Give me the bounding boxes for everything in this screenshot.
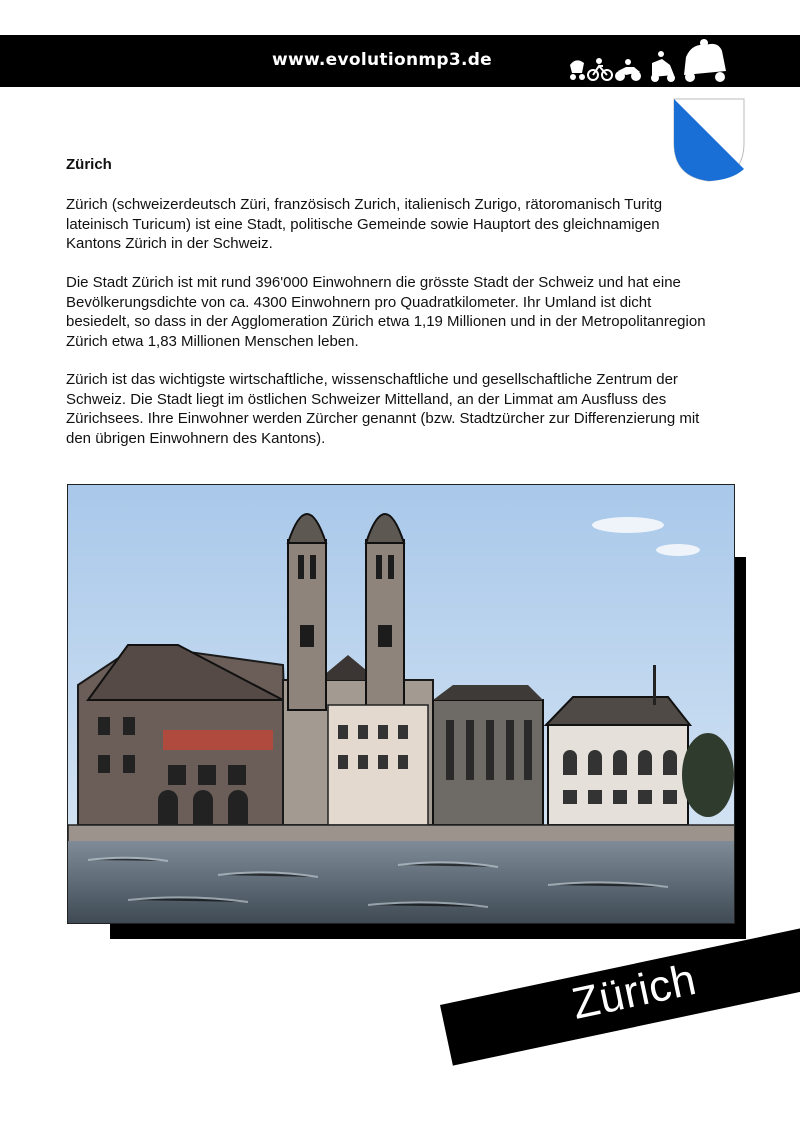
paragraph-economy [66,370,756,448]
zurich-grossmunster-photo [67,484,735,924]
zurich-coat-of-arms-icon [672,97,746,183]
page-title: Zürich [66,156,112,173]
text-line: Kantons Zürich in der Schweiz. [66,235,273,252]
stroller-icon [570,60,585,80]
header-bar [0,35,800,87]
text-line: Zürichsees. Ihre Einwohner werden Zürcher genannt (bzw. Stadtzürcher zur Differenzierung mit [66,410,700,427]
vehicle-icons [566,37,736,85]
scooter-icon [651,51,675,82]
motorbike-icon [615,59,641,81]
site-url[interactable]: www.evolutionmp3.de [272,50,493,70]
text-line: Die Stadt Zürich ist mit rund 396'000 Einwohnern die grösste Stadt der Schweiz und hat eine [66,274,681,291]
paragraph-population [66,273,756,351]
bicycle-icon [588,59,612,80]
text-line: lateinisch Turicum) ist eine Stadt, politische Gemeinde sowie Hauptort des gleichnamigen [66,215,660,233]
text-line: besiedelt, so dass in der Agglomeration Zürich etwa 1,19 Millionen und in der Metropolitanregion [66,313,706,330]
text-line: Bevölkerungsdichte von ca. 4300 Einwohnern pro Quadratkilometer. Ihr Umland ist dicht [66,293,652,311]
text-line: Zürich (schweizerdeutsch Züri, französisch Zurich, italienisch Zurigo, rätoromanisch Turitg [66,196,663,213]
text-line: den übrigen Einwohnern des Kantons). [66,429,326,447]
paragraph-intro [66,195,756,254]
title-banner [440,918,800,1066]
text-line: Zürich etwa 1,83 Millionen Menschen leben. [66,332,359,350]
text-line: Schweiz. Die Stadt liegt im östlichen Schweizer Mittelland, an der Limmat am Ausfluss des [66,390,667,408]
car-icon [684,39,726,82]
text-line: Zürich ist das wichtigste wirtschaftliche, wissenschaftliche und gesellschaftliche Zentrum der [66,371,678,388]
banner-label: Zürich [567,954,701,1029]
